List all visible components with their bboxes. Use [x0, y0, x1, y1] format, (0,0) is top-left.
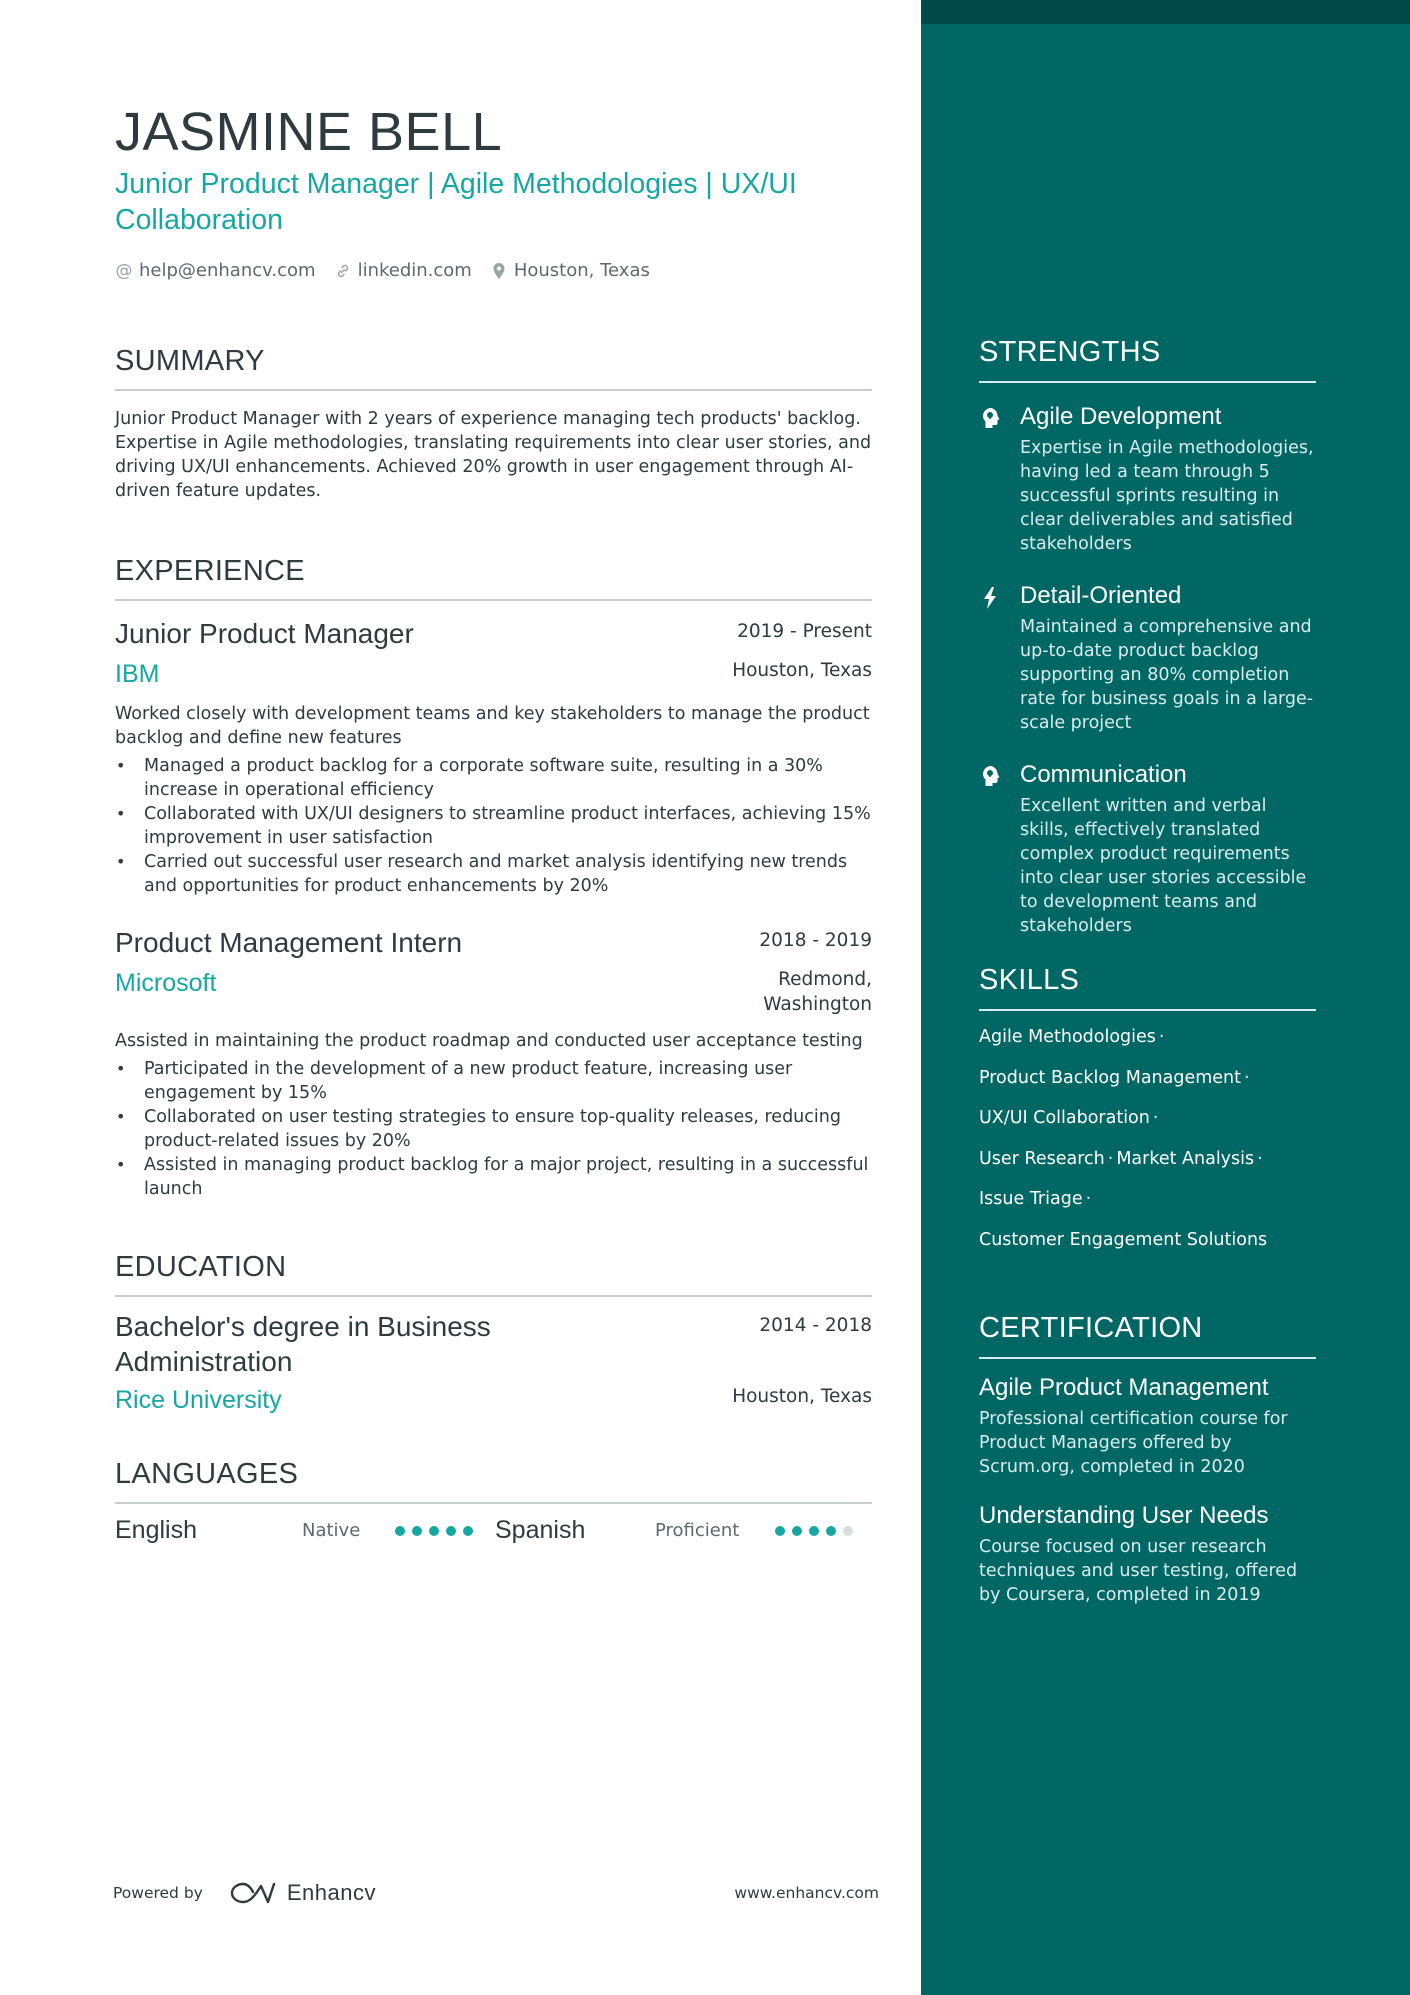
skill-line [979, 1066, 1316, 1090]
rating-dot-empty [843, 1526, 853, 1536]
job-location-line: Washington [763, 994, 872, 1015]
strength-title: Agile Development [1020, 403, 1222, 430]
skill-separator: · [1158, 1027, 1165, 1047]
footer [113, 1880, 879, 1906]
job-bullet: • Carried out successful user research and market analysis identifying new trends and opportunities for product enhancements by 20% [115, 850, 872, 898]
skills-heading: SKILLS [979, 964, 1316, 1011]
footer-brand [113, 1880, 376, 1906]
contact-bar [115, 260, 872, 281]
headline: Junior Product Manager | Agile Methodologies | UX/UI Collaboration [115, 168, 797, 236]
contact-location-text: Houston, Texas [513, 260, 650, 281]
contact-linkedin-text: linkedin.com [357, 260, 472, 281]
job-bullet: • Participated in the development of a new product feature, increasing user engagement by 15% [115, 1057, 872, 1105]
skill-line [979, 1187, 1316, 1211]
company-name: Microsoft [115, 969, 217, 997]
degree-title: Bachelor's degree in Business Administration [115, 1311, 491, 1377]
languages-section [115, 1458, 872, 1545]
job-bullet: • Assisted in managing product backlog for a major project, resulting in a successful launch [115, 1153, 872, 1201]
skill-line [979, 1147, 1316, 1171]
strength-title: Communication [1020, 761, 1187, 788]
certification-title: Understanding User Needs [979, 1501, 1269, 1529]
job-dates: 2019 - Present [737, 621, 872, 642]
language-name: English [115, 1516, 197, 1544]
job-location: Houston, Texas [732, 660, 872, 681]
education-entry [115, 1309, 872, 1418]
contact-email-text: help@enhancv.com [139, 260, 316, 281]
job-description: Assisted in maintaining the product roadmap and conducted user acceptance testing [115, 1031, 863, 1051]
skill-separator: · [1244, 1067, 1250, 1088]
languages-row [115, 1516, 872, 1545]
language-item [495, 1516, 872, 1545]
link-icon [334, 262, 352, 280]
skill-tag: UX/UI Collaboration [979, 1108, 1150, 1128]
certification-section [979, 1312, 1316, 1607]
strength-item [979, 759, 1316, 938]
sidebar-content [979, 336, 1316, 1629]
skill-separator: · [1085, 1189, 1092, 1209]
strength-description: Maintained a comprehensive and up-to-date product backlog supporting an 80% completion rate for business goals in a large-scale project [1020, 617, 1314, 733]
skills-section [979, 964, 1316, 1252]
skill-line [979, 1228, 1316, 1252]
job-bullet: • Collaborated on user testing strategies to ensure top-quality releases, reducing product-related issues by 20% [115, 1105, 872, 1153]
rating-dot-filled [412, 1526, 422, 1536]
rating-dot-filled [429, 1526, 439, 1536]
skill-tag: Customer Engagement Solutions [979, 1229, 1268, 1250]
certification-item [979, 1373, 1316, 1479]
job-dates: 2018 - 2019 [759, 930, 872, 951]
language-item [115, 1516, 495, 1545]
education-section [115, 1251, 872, 1418]
strengths-section [979, 336, 1316, 938]
lightbulb-head-icon [981, 765, 1003, 789]
language-level: Native [302, 1520, 361, 1541]
strengths-list [979, 401, 1316, 938]
certification-heading: CERTIFICATION [979, 1312, 1316, 1359]
rating-dot-filled [395, 1526, 405, 1536]
powered-by-label: Powered by [113, 1884, 203, 1902]
skills-list [979, 1025, 1316, 1252]
sidebar [921, 0, 1410, 1995]
job-bullets [115, 754, 872, 898]
summary-text: Junior Product Manager with 2 years of experience managing tech products' backlog. Expertise in Agile methodologies, translating requirements into clear user stories, and driving UX/UI enhancements. Achieved 20% growth in user engagement through AI-driven feature updates. [115, 409, 872, 501]
lightbulb-head-icon [981, 407, 1003, 431]
certification-list [979, 1373, 1316, 1607]
website-link[interactable]: www.enhancv.com [734, 1884, 879, 1902]
rating-dot-filled [446, 1526, 456, 1536]
brand-name: Enhancv [286, 1880, 376, 1905]
job-entry [115, 924, 872, 1201]
skill-tag: Market Analysis [1116, 1148, 1255, 1169]
rating-dot-filled [809, 1526, 819, 1536]
strength-description: Excellent written and verbal skills, effectively translated complex product requirements into clear user stories accessible to development teams and stakeholders [1020, 796, 1307, 936]
map-pin-icon [490, 262, 508, 280]
job-title: Junior Product Manager [115, 618, 414, 649]
job-title: Product Management Intern [115, 927, 463, 958]
strength-item [979, 401, 1316, 556]
skill-tag: User Research [979, 1148, 1105, 1169]
strength-description: Expertise in Agile methodologies, having led a team through 5 successful sprints resulting in clear deliverables and satisfied stakeholders [1020, 438, 1314, 554]
education-location: Houston, Texas [732, 1386, 872, 1407]
language-rating [395, 1526, 473, 1536]
rating-dot-filled [826, 1526, 836, 1536]
school-name: Rice University [115, 1386, 282, 1414]
skill-separator: · [1152, 1108, 1159, 1128]
certification-title: Agile Product Management [979, 1373, 1269, 1401]
skill-line [979, 1025, 1316, 1049]
language-level: Proficient [655, 1520, 740, 1541]
skill-tag: Issue Triage [979, 1189, 1083, 1209]
enhancv-logo-icon[interactable] [229, 1880, 376, 1906]
rating-dot-filled [792, 1526, 802, 1536]
experience-section [115, 555, 872, 1201]
certification-description: Professional certification course for Product Managers offered by Scrum.org, completed in 2020 [979, 1408, 1288, 1477]
certification-description: Course focused on user research techniques and user testing, offered by Coursera, completed in 2019 [979, 1536, 1298, 1605]
job-description: Worked closely with development teams and key stakeholders to manage the product backlog and define new features [115, 704, 870, 748]
job-bullets [115, 1057, 872, 1201]
skill-separator: · [1257, 1148, 1263, 1169]
job-bullet: • Collaborated with UX/UI designers to streamline product interfaces, achieving 15% improvement in user satisfaction [115, 802, 872, 850]
languages-heading: LANGUAGES [115, 1458, 872, 1504]
language-rating [775, 1526, 853, 1536]
contact-email[interactable] [115, 260, 316, 281]
rating-dot-filled [775, 1526, 785, 1536]
job-bullet: • Managed a product backlog for a corporate software suite, resulting in a 30% increase in operational efficiency [115, 754, 872, 802]
at-icon: @ [115, 260, 133, 281]
company-name: IBM [115, 660, 160, 688]
contact-linkedin[interactable] [334, 260, 472, 281]
skill-line [979, 1106, 1316, 1130]
skill-tag: Agile Methodologies [979, 1027, 1156, 1047]
certification-item [979, 1501, 1316, 1607]
education-dates: 2014 - 2018 [759, 1315, 872, 1336]
skill-separator: · [1107, 1148, 1114, 1169]
skill-tag: Product Backlog Management [979, 1067, 1242, 1088]
strength-title: Detail-Oriented [1020, 582, 1182, 609]
experience-heading: EXPERIENCE [115, 555, 872, 601]
contact-location [490, 260, 650, 281]
job-location [763, 967, 872, 1017]
candidate-name: JASMINE BELL [115, 102, 503, 162]
job-entry [115, 615, 872, 898]
strength-item [979, 580, 1316, 735]
summary-heading: SUMMARY [115, 345, 872, 391]
education-heading: EDUCATION [115, 1251, 872, 1297]
strengths-heading: STRENGTHS [979, 336, 1316, 383]
summary-section [115, 345, 872, 503]
language-name: Spanish [495, 1516, 586, 1544]
lightning-bolt-icon [981, 586, 1003, 610]
job-location-line: Redmond, [778, 969, 872, 990]
sidebar-top-bar [921, 0, 1410, 24]
rating-dot-filled [463, 1526, 473, 1536]
main-column [115, 100, 872, 1545]
